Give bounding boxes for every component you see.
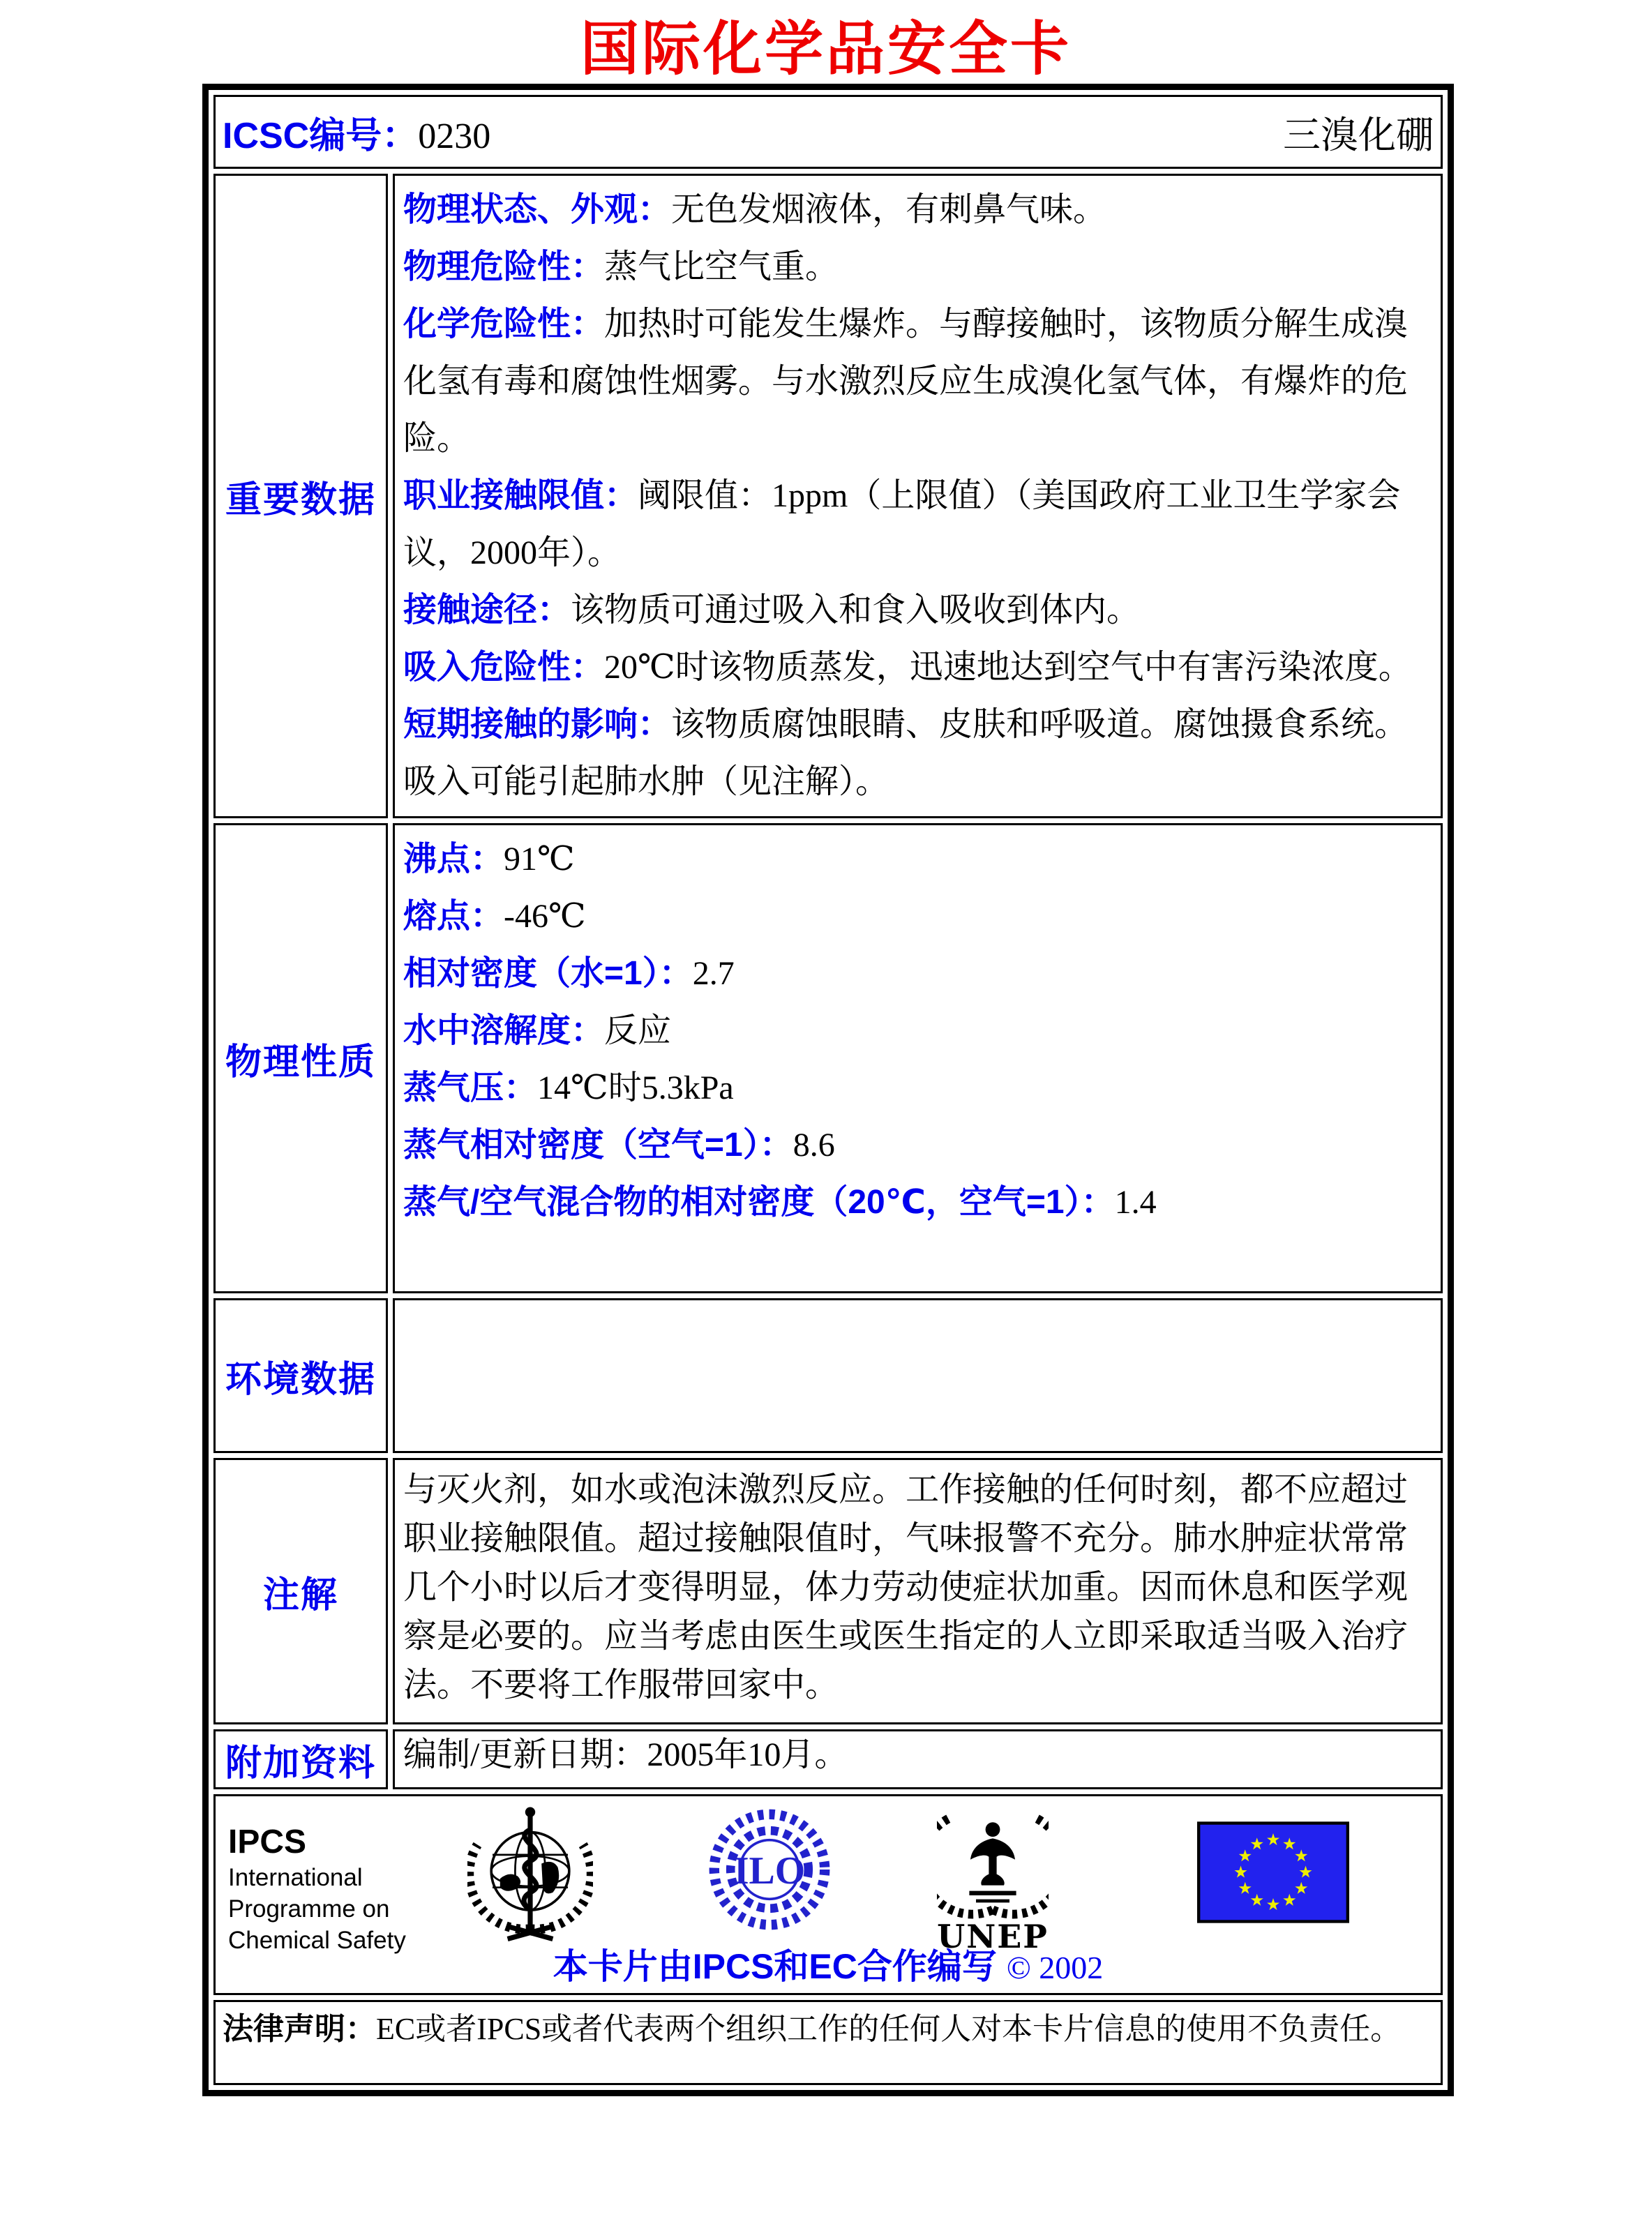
property-line xyxy=(403,467,1432,582)
ilo-monogram: ILO xyxy=(733,1849,806,1893)
field-label: 接触途径： xyxy=(403,592,571,629)
who-logo-icon xyxy=(467,1803,593,1946)
property-line xyxy=(403,888,1432,945)
field-value: 8.6 xyxy=(793,1127,835,1164)
unep-wordmark: UNEP xyxy=(937,1918,1049,1956)
field-label: 熔点： xyxy=(403,898,504,935)
legal-text: EC或者IPCS或者代表两个组织工作的任何人对本卡片信息的使用不负责任。 xyxy=(376,2012,1402,2047)
field-value: 14℃时5.3kPa xyxy=(537,1069,734,1107)
legal-row xyxy=(213,2000,1443,2085)
field-label: 物理状态、外观： xyxy=(403,191,672,229)
ipcs-line: Programme on xyxy=(228,1895,390,1923)
property-line xyxy=(403,945,1432,1002)
field-value: 20℃时该物质蒸发，迅速地达到空气中有害污染浓度。 xyxy=(604,649,1412,686)
unep-logo-icon xyxy=(937,1800,1049,1956)
header-cell xyxy=(213,95,1443,169)
icsc-card-table xyxy=(202,84,1454,2096)
physical-properties-row xyxy=(213,823,1443,1293)
field-value: 2.7 xyxy=(692,955,735,993)
property-line xyxy=(403,1117,1432,1174)
field-value: 该物质腐蚀眼睛、皮肤和呼吸道。腐蚀摄食系统。吸入可能引起肺水肿（见注解）。 xyxy=(403,706,1409,801)
ipcs-line: Chemical Safety xyxy=(228,1927,406,1955)
logos-cell xyxy=(213,1794,1443,1995)
important-data-content xyxy=(393,174,1443,818)
icsc-number-label: ICSC编号： xyxy=(223,115,419,156)
notes-content: 与灭火剂，如水或泡沫激烈反应。工作接触的任何时刻，都不应超过职业接触限值。超过接触限值时，气味报警不充分。肺水肿症状常常几个小时以后才变得明显，体力劳动使症状加重。因而休息和医学观察是必要的。应当考虑由医生或医生指定的人立即采取适当吸入治疗法。不要将工作服带回家中。 xyxy=(393,1458,1443,1724)
section-label-notes: 注解 xyxy=(213,1458,388,1724)
field-value: 1.4 xyxy=(1114,1184,1157,1221)
field-value: 该物质可通过吸入和食入吸收到体内。 xyxy=(571,592,1141,629)
environment-data-row xyxy=(213,1298,1443,1453)
header-row xyxy=(213,95,1443,169)
field-value: -46℃ xyxy=(504,898,586,935)
property-line xyxy=(403,582,1432,639)
icsc-number-value: 0230 xyxy=(418,116,491,156)
field-value: 反应 xyxy=(604,1012,672,1050)
field-label: 职业接触限值： xyxy=(403,477,638,515)
logos-area xyxy=(216,1796,1441,1993)
field-label: 相对密度（水=1）： xyxy=(403,955,693,993)
field-label: 物理危险性： xyxy=(403,248,605,286)
field-label: 沸点： xyxy=(403,841,504,878)
field-label: 蒸气相对密度（空气=1）： xyxy=(403,1127,793,1164)
field-value: 阈限值：1ppm（上限值）（美国政府工业卫生学家会议，2000年）。 xyxy=(403,477,1401,572)
field-value: 无色发烟液体，有刺鼻气味。 xyxy=(671,191,1107,229)
ipcs-text-block xyxy=(228,1823,406,1956)
section-label-important: 重要数据 xyxy=(213,174,388,818)
additional-info-content: 编制/更新日期：2005年10月。 xyxy=(393,1729,1443,1789)
field-label: 蒸气压： xyxy=(403,1069,538,1107)
legal-cell xyxy=(213,2000,1443,2085)
property-line xyxy=(403,1060,1432,1117)
property-line xyxy=(403,831,1432,888)
copyright-text: © 2002 xyxy=(1006,1950,1104,1986)
field-value: 91℃ xyxy=(504,841,575,878)
eu-flag-icon xyxy=(1197,1821,1349,1927)
property-line xyxy=(403,181,1432,239)
field-label: 蒸气/空气混合物的相对密度（20℃，空气=1）： xyxy=(403,1184,1115,1221)
additional-info-row xyxy=(213,1729,1443,1789)
page-title: 国际化学品安全卡 xyxy=(580,14,1072,83)
ilo-logo-icon xyxy=(707,1803,832,1939)
environment-data-content xyxy=(393,1298,1443,1453)
ipcs-acronym: IPCS xyxy=(228,1823,307,1861)
notes-row xyxy=(213,1458,1443,1724)
section-label-environment: 环境数据 xyxy=(213,1298,388,1453)
physical-properties-content xyxy=(393,823,1443,1293)
important-data-row xyxy=(213,174,1443,818)
chemical-name: 三溴化硼 xyxy=(1283,114,1434,156)
property-line xyxy=(403,639,1432,696)
field-value: 蒸气比空气重。 xyxy=(604,248,839,286)
field-value: 加热时可能发生爆炸。与醇接触时，该物质分解生成溴化氢有毒和腐蚀性烟雾。与水激烈反应生成溴化氢气体，有爆炸的危险。 xyxy=(403,306,1409,458)
property-line xyxy=(403,1002,1432,1060)
cooperation-caption-text: 本卡片由IPCS和EC合作编写 xyxy=(553,1947,997,1987)
field-label: 短期接触的影响： xyxy=(403,706,672,744)
field-label: 化学危险性： xyxy=(403,306,605,343)
field-label: 吸入危险性： xyxy=(403,649,605,686)
icsc-card-page xyxy=(0,14,1652,2226)
section-label-physical: 物理性质 xyxy=(213,823,388,1293)
logos-row xyxy=(213,1794,1443,1995)
cooperation-caption xyxy=(216,1939,1441,1989)
property-line xyxy=(403,296,1432,467)
property-line xyxy=(403,1174,1432,1231)
property-line xyxy=(403,696,1432,811)
field-label: 水中溶解度： xyxy=(403,1012,605,1050)
legal-label: 法律声明： xyxy=(223,2012,376,2047)
property-line xyxy=(403,239,1432,296)
icsc-number-group xyxy=(223,106,490,158)
section-label-additional: 附加资料 xyxy=(213,1729,388,1789)
ipcs-line: International xyxy=(228,1864,363,1892)
